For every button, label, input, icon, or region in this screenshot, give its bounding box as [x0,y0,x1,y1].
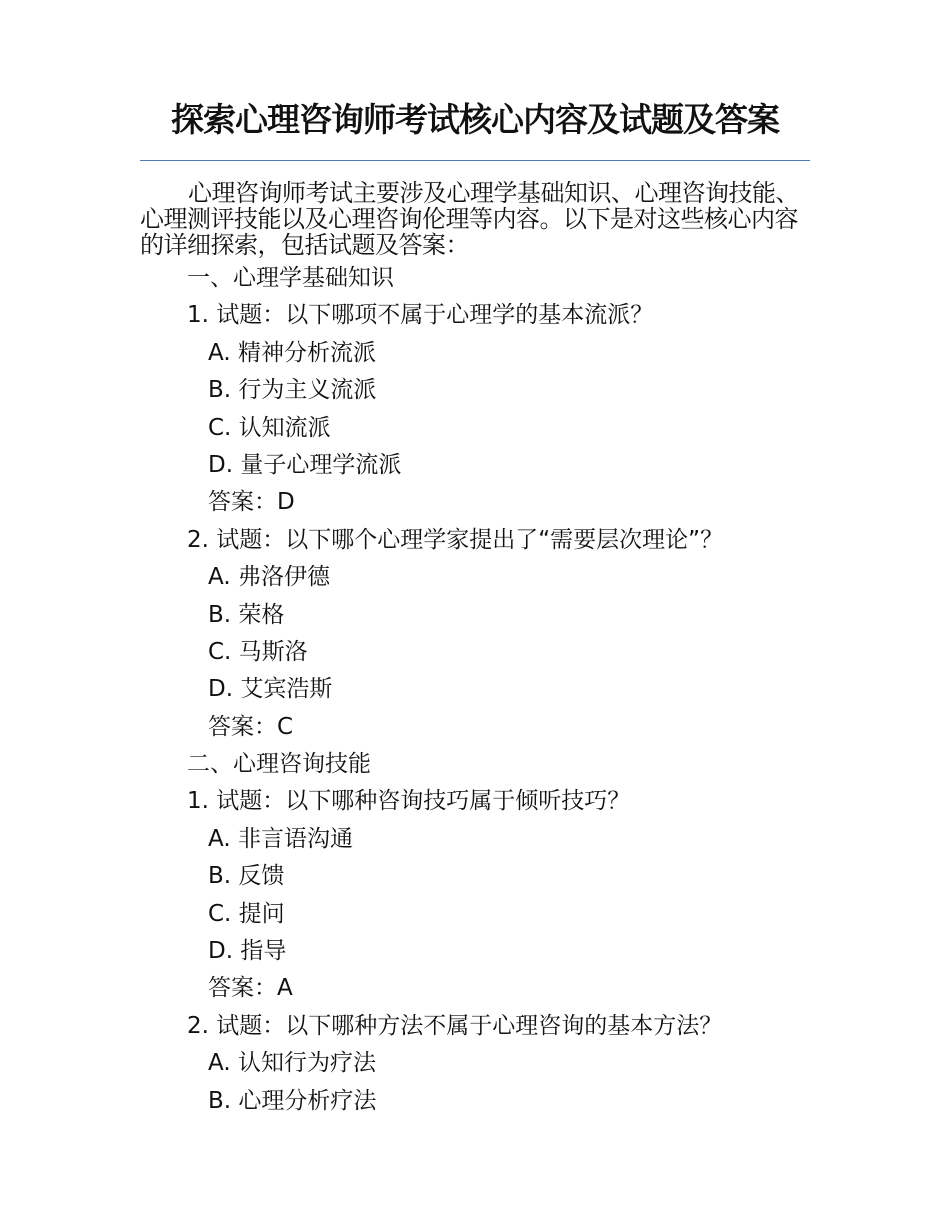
answer-option-line: A. 精神分析流派 [208,339,376,366]
answer-option-line: 答案：D [208,489,295,516]
intro-paragraph: 心理咨询师考试主要涉及心理学基础知识、心理咨询技能、心理测评技能以及心理咨询伦理等内容。以下是对这些核心内容的详细探索，包括试题及答案： [140,179,799,259]
answer-option-line: 答案：C [208,713,294,740]
answer-option-line: 答案：A [208,975,293,1002]
answer-option-line: D. 指导 [208,938,287,965]
answer-option-line: C. 认知流派 [208,414,331,441]
question-line: 2. 试题：以下哪种方法不属于心理咨询的基本方法？ [187,1012,723,1039]
answer-option-line: D. 量子心理学流派 [208,451,402,478]
question-line: 2. 试题：以下哪个心理学家提出了“需要层次理论”？ [187,526,724,553]
title-underline [140,160,810,161]
answer-option-line: A. 非言语沟通 [208,825,353,852]
answer-option-line: B. 行为主义流派 [208,377,377,404]
answer-option-line: D. 艾宾浩斯 [208,676,333,703]
answer-option-line: C. 马斯洛 [208,638,308,665]
question-line: 1. 试题：以下哪项不属于心理学的基本流派？ [187,302,654,329]
answer-option-line: A. 认知行为疗法 [208,1050,376,1077]
answer-option-line: A. 弗洛伊德 [208,564,330,591]
answer-option-line: B. 反馈 [208,863,285,890]
question-line: 1. 试题：以下哪种咨询技巧属于倾听技巧？ [187,788,631,815]
answer-option-line: B. 心理分析疗法 [208,1087,377,1114]
question-line: 二、心理咨询技能 [187,751,371,778]
question-list [0,260,950,1120]
question-line: 一、心理学基础知识 [187,265,394,291]
document-title: 探索心理咨询师考试核心内容及试题及答案 [171,100,779,139]
answer-option-line: C. 提问 [208,900,285,927]
answer-option-line: B. 荣格 [208,601,285,628]
